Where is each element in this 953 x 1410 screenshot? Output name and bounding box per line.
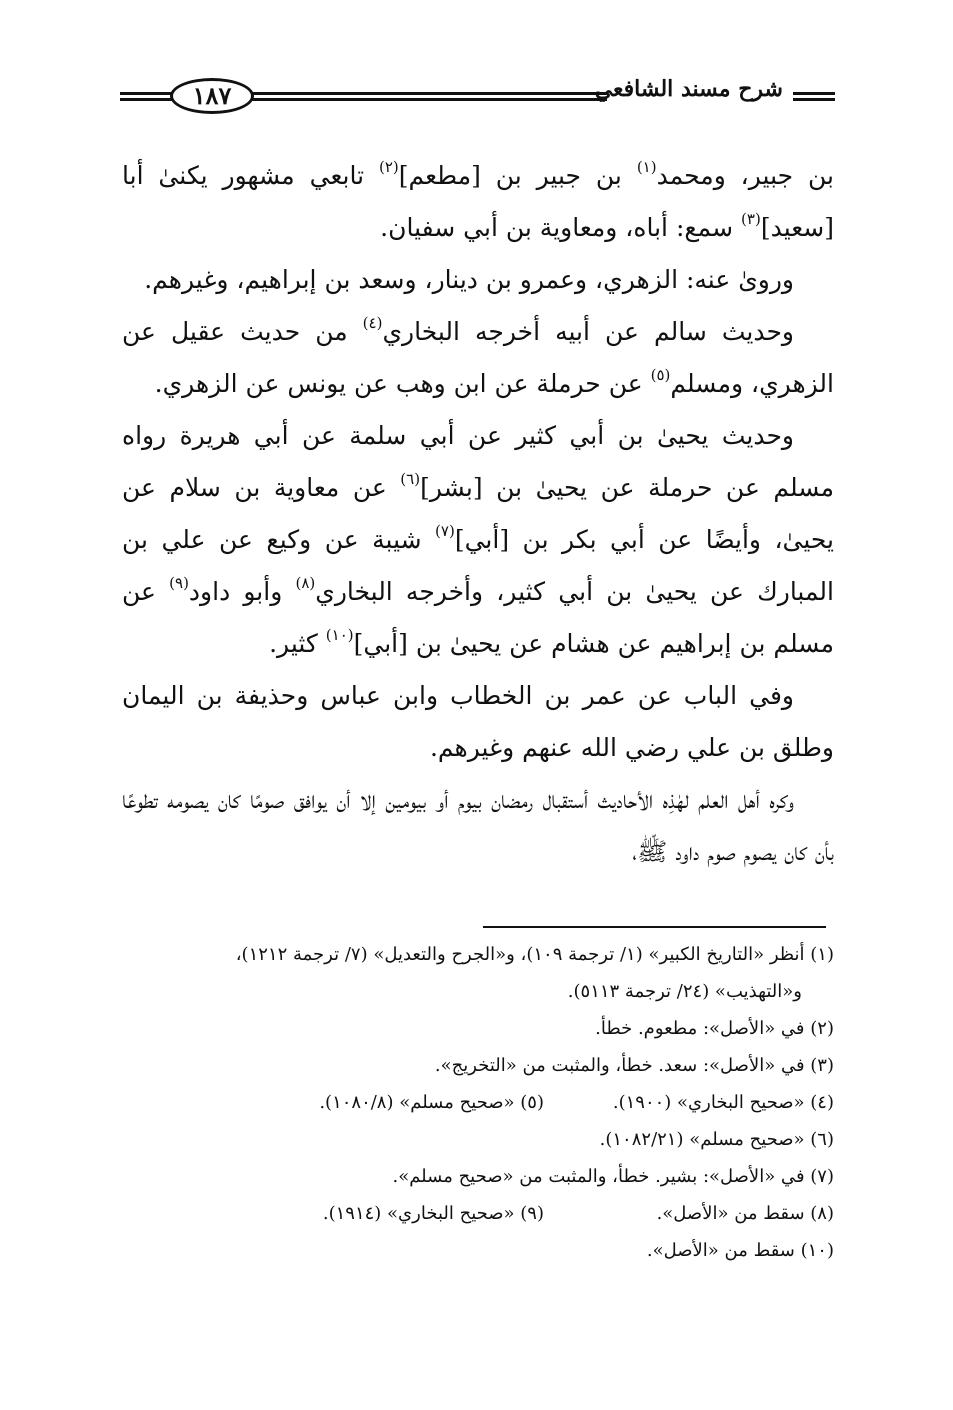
- text-run: من حديث عقيل عن الزهري، ومسلم: [122, 317, 834, 398]
- text-run: عن حرملة عن ابن وهب عن يونس عن الزهري.: [154, 369, 651, 398]
- paragraph: [122, 150, 834, 254]
- text-run: وحديث يحيىٰ بن أبي كثير عن أبي سلمة عن أبي هريرة رواه مسلم عن حرملة عن يحيىٰ بن [بشر]: [122, 421, 834, 502]
- paragraph: ورویٰ عنه: الزهري، وعمرو بن دينار، وسعد بن إبراهيم، وغيرهم.: [144, 265, 794, 294]
- book-title: شرح مسند الشافعي: [594, 76, 783, 102]
- footnote-ref: (٦): [400, 470, 421, 488]
- footnote-row: [122, 1195, 834, 1232]
- footnote-ref: (٣): [741, 210, 761, 228]
- footnote-ref: (١): [636, 158, 657, 176]
- footnote-ref: (٤): [362, 314, 383, 332]
- text-run: كثير.: [269, 629, 326, 658]
- page-header: [120, 72, 835, 124]
- paragraph: وفي الباب عن عمر بن الخطاب وابن عباس وحذيفة بن اليمان وطلق بن علي رضي الله عنهم وغيرهم.: [122, 681, 834, 762]
- text-run: شيبة عن وكيع عن علي بن المبارك عن يحيىٰ بن أبي كثير، وأخرجه البخاري: [122, 525, 834, 606]
- paragraph: [122, 410, 834, 670]
- text-run: عن مسلم بن إبراهيم عن هشام عن يحيىٰ بن [أبي]: [122, 577, 834, 658]
- text-run: سمع: أباه، ومعاوية بن أبي سفيان.: [380, 213, 742, 242]
- footnote-6: (٦) «صحيح مسلم» (١٠٨٢/٢١).: [599, 1129, 834, 1150]
- footnote-2: (٢) في «الأصل»: مطعوم. خطأ.: [595, 1018, 834, 1039]
- footnote-10: (١٠) سقط من «الأصل».: [646, 1240, 834, 1261]
- text-run: وأبو داود: [188, 577, 296, 606]
- footnotes: [122, 936, 834, 1269]
- footnote-9: (٩) «صحيح البخاري» (١٩١٤).: [322, 1203, 544, 1224]
- footnote-4: (٤) «صحيح البخاري» (١٩٠٠).: [612, 1092, 834, 1113]
- footnote-ref: (٨): [295, 574, 316, 592]
- paragraph: [122, 306, 834, 410]
- footnote-1-continuation: و«التهذيب» (٢٤/ ترجمة ٥١١٣).: [567, 981, 802, 1002]
- header-rule: [248, 92, 607, 101]
- text-run: بن جبير بن [مطعم]: [398, 161, 637, 190]
- footnote-ref: (٧): [435, 522, 455, 540]
- footnote-row: [122, 1084, 834, 1121]
- footnote-1: (١) أنظر «التاريخ الكبير» (١/ ترجمة ١٠٩)، و«الجرح والتعديل» (٧/ ترجمة ١٢١٢)،: [235, 944, 834, 965]
- main-text: [122, 150, 834, 878]
- footnote-3: (٣) في «الأصل»: سعد. خطأ، والمثبت من «التخريج».: [434, 1055, 834, 1076]
- footnote-ref: (١٠): [325, 626, 354, 644]
- paragraph: وكره أهل العلم لهٰذِه الأحاديث أستقبال رمضان بيوم أو بيومين إلا أن يوافق صومًا كان يصومه تطوعًا بأن كان يصوم صوم داود ﷺ،: [122, 785, 834, 866]
- footnote-ref: (٥): [650, 366, 671, 384]
- text-run: عن معاوية بن سلام عن يحيىٰ، وأيضًا عن أبي بكر بن [أبي]: [122, 473, 834, 554]
- text-run: وحديث سالم عن أبيه أخرجه البخاري: [382, 317, 795, 346]
- text-run: تابعي مشهور يكنىٰ أبا [سعيد]: [122, 161, 834, 242]
- page-number-badge: [170, 78, 254, 114]
- footnote-separator: [483, 926, 826, 928]
- page-number: ١٨٧: [192, 81, 232, 110]
- footnote-7: (٧) في «الأصل»: بشير. خطأ، والمثبت من «صحيح مسلم».: [392, 1166, 834, 1187]
- footnote-5: (٥) «صحيح مسلم» (١٠٨٠/٨).: [319, 1092, 544, 1113]
- header-dash: [793, 92, 835, 101]
- footnote-ref: (٩): [169, 574, 189, 592]
- footnote-8: (٨) سقط من «الأصل».: [656, 1203, 834, 1224]
- text-run: بن جبير، ومحمد: [656, 161, 834, 190]
- footnote-ref: (٢): [378, 158, 399, 176]
